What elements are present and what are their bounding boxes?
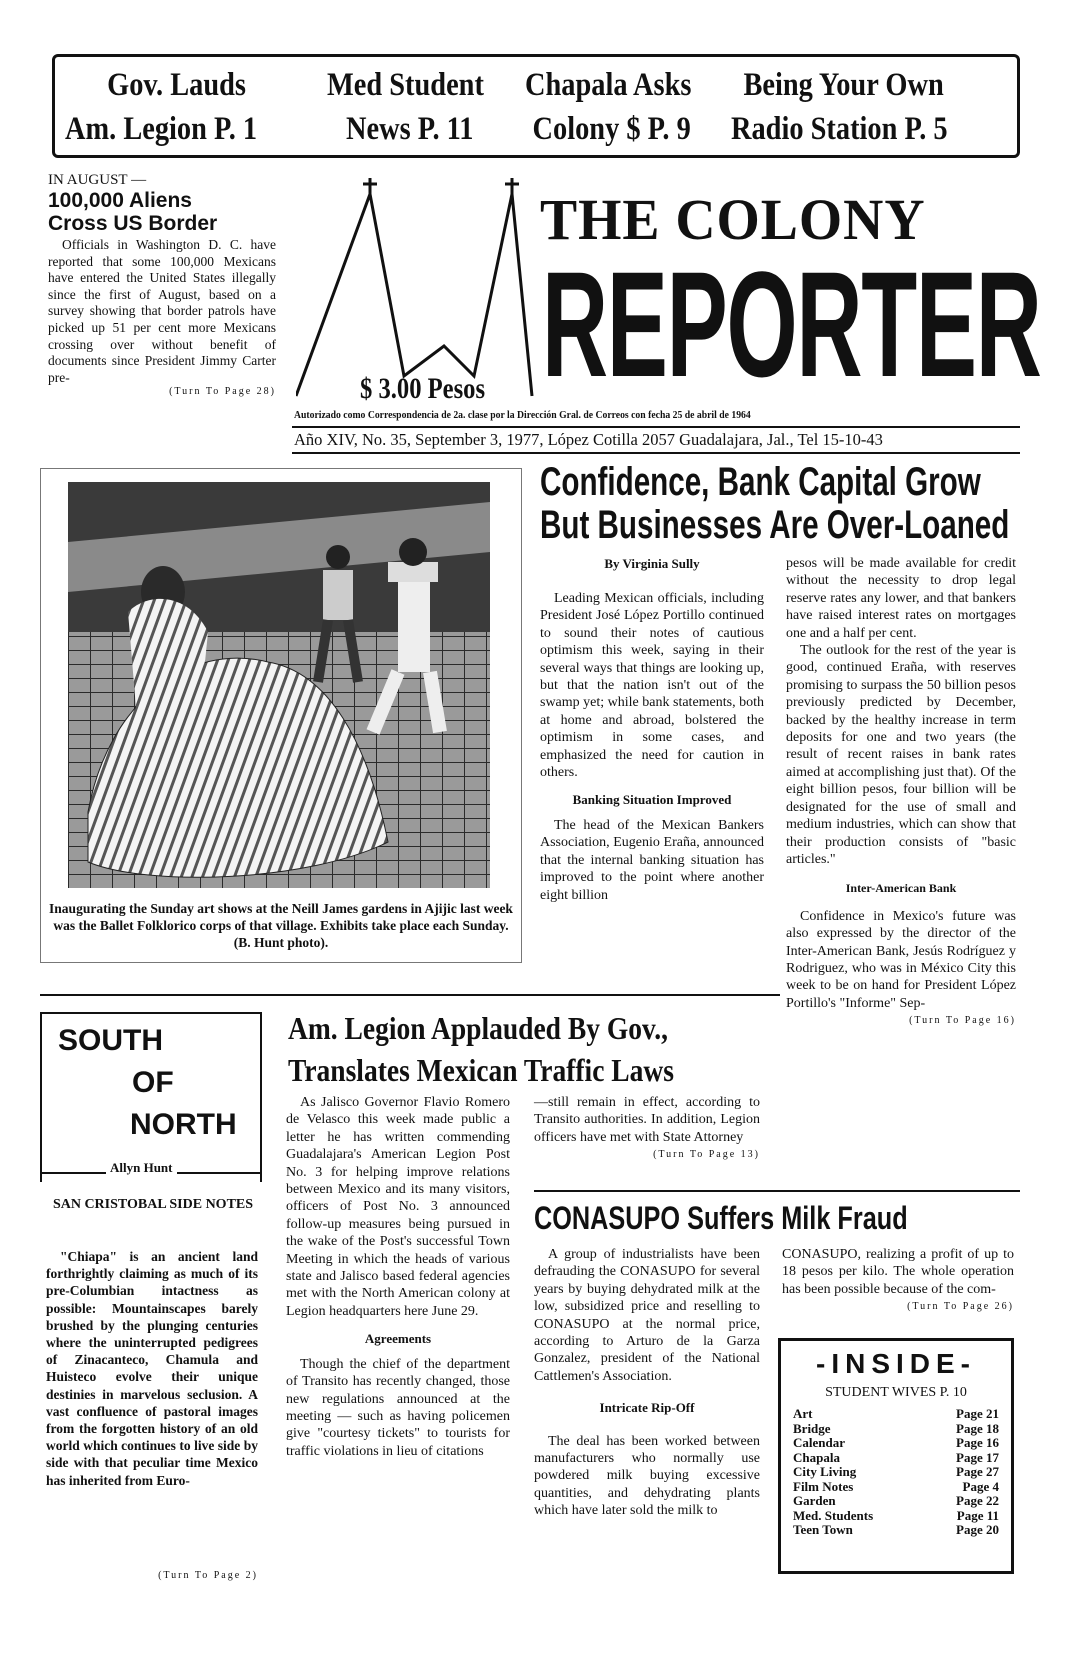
- inside-item[interactable]: [793, 1465, 999, 1480]
- inside-item-name: Art: [793, 1406, 813, 1421]
- inside-item[interactable]: [793, 1451, 999, 1466]
- milk-paragraph: CONASUPO, realizing a profit of up to 18 pesos per kilo. The whole operation has been possible because of the com-: [782, 1247, 1014, 1297]
- teaser-line1: Med Student: [327, 67, 484, 103]
- spire-icon: [296, 178, 532, 396]
- inside-item-page: Page 16: [956, 1435, 999, 1450]
- teaser-line2: Radio Station P. 5: [731, 111, 948, 147]
- bank-subhead: Inter-American Bank: [845, 881, 957, 896]
- legion-paragraph: Though the chief of the department of Transito has recently changed, those new regulations announced at the meeting — such as having policemen give "courtesy tickets" to tourists for traffic violations in lieu of citations: [286, 1356, 510, 1459]
- teaser-chapala[interactable]: [525, 63, 691, 151]
- aliens-kicker: IN AUGUST —: [48, 172, 147, 188]
- rule: [534, 1190, 1020, 1192]
- column-title-line2: OF: [132, 1066, 174, 1099]
- aliens-turn[interactable]: (Turn To Page 28): [169, 386, 276, 398]
- masthead-price: $ 3.00 Pesos: [360, 372, 486, 405]
- legion-paragraph: —still remain in effect, according to Transito authorities. In addition, Legion officers have met with State Attorney: [534, 1095, 760, 1145]
- photo-caption: [46, 900, 516, 951]
- column-author: Allyn Hunt: [106, 1160, 177, 1176]
- inside-item[interactable]: [793, 1436, 999, 1451]
- aliens-title-line2: Cross US Border: [48, 212, 218, 235]
- bank-headline-line2[interactable]: But Businesses Are Over-Loaned: [540, 503, 1010, 547]
- inside-item[interactable]: [793, 1407, 999, 1422]
- legion-headline-line1[interactable]: Am. Legion Applauded By Gov.,: [288, 1010, 669, 1046]
- inside-item-name: Teen Town: [793, 1522, 853, 1537]
- inside-item-name: City Living: [793, 1464, 857, 1479]
- column-subhead: SAN CRISTOBAL SIDE NOTES: [52, 1197, 254, 1212]
- teaser-box: [52, 54, 1020, 158]
- bank-column-2: [786, 555, 1016, 1030]
- legion-headline-line2[interactable]: Translates Mexican Traffic Laws: [288, 1052, 674, 1088]
- teaser-line2: News P. 11: [346, 111, 474, 147]
- inside-item-page: Page 17: [956, 1449, 999, 1465]
- inside-item-page: Page 11: [956, 1507, 999, 1523]
- teaser-line1: Chapala Asks: [525, 67, 692, 103]
- bank-paragraph: The outlook for the rest of the year is good, continued Eraña, with reserves promising to surpass the 50 billion pesos previously predicted by December, backed by the healthy increase in term deposits for one and two years (the result of recent raises in bank rates aimed at accomplishing just that). Of the eight billion pesos, four billion will be designated for the use of small and medium industries, which can show that their production consists of "basic articles.": [786, 643, 1016, 867]
- teaser-radio[interactable]: [731, 63, 948, 151]
- legion-paragraph: As Jalisco Governor Flavio Romero de Velasco this week made public a letter he has written commending Guadalajara's American Legion Post No. 3 for helping improve relations between Mexico and its many visitors, officers of Post No. 3 announced follow-up measures being pursued in the wake of the Post's successful Town Meeting in which the heads of various state and Jalisco based federal agencies met with the North American colony at Legion headquarters here June 29.: [286, 1095, 510, 1319]
- milk-column-1: [534, 1246, 760, 1520]
- inside-item-page: Page 22: [956, 1493, 999, 1508]
- milk-subhead: Intricate Rip-Off: [599, 1400, 695, 1416]
- masthead-dateline: Año XIV, No. 35, September 3, 1977, López Cotilla 2057 Guadalajara, Jal., Tel 15-10-43: [294, 430, 883, 449]
- milk-paragraph: A group of industrialists have been defrauding the CONASUPO for several years by buying dehydrated milk at the low, subsidized price and reselling to CONASUPO at the normal price, according to Arturo de la Garza Gonzalez, president of the National Cattlemen's Association.: [534, 1247, 760, 1384]
- inside-item-name: Film Notes: [793, 1478, 854, 1494]
- legion-turn[interactable]: (Turn To Page 13): [653, 1149, 760, 1161]
- column-title-line3: NORTH: [130, 1108, 237, 1141]
- bank-paragraph: The head of the Mexican Bankers Association, Eugenio Eraña, announced that the internal banking situation has improved to the point where another eight billion: [540, 817, 764, 903]
- masthead-title-line2: REPORTER: [542, 240, 1041, 408]
- teaser-line1: Gov. Lauds: [107, 67, 246, 103]
- inside-item[interactable]: [793, 1480, 999, 1495]
- milk-turn[interactable]: (Turn To Page 26): [907, 1301, 1014, 1313]
- ballet-folklorico-photo: [68, 482, 490, 888]
- bank-paragraph: pesos will be made available for credit without the necessity to drop legal reserve rates any lower, and that bankers have raised interest rates on mortgages one and a half per cent.: [786, 556, 1016, 641]
- photo-credit: (B. Hunt photo).: [233, 935, 329, 950]
- milk-headline[interactable]: CONASUPO Suffers Milk Fraud: [534, 1200, 908, 1236]
- inside-item-page: Page 27: [956, 1464, 999, 1479]
- bank-byline: By Virginia Sully: [604, 556, 700, 571]
- inside-item-page: Page 18: [956, 1420, 999, 1436]
- photo-caption-text: Inaugurating the Sunday art shows at the Neill James gardens in Ajijic last week was the Ballet Folklorico corps of that village. Exhibits take place each Sunday.: [49, 901, 513, 933]
- inside-item[interactable]: [793, 1422, 999, 1437]
- inside-item[interactable]: [793, 1509, 999, 1524]
- inside-item-name: Chapala: [793, 1449, 840, 1465]
- masthead-title-line1: THE COLONY: [540, 187, 926, 252]
- rule: [292, 426, 1020, 428]
- aliens-story: [48, 172, 280, 397]
- column-body: "Chiapa" is an ancient land forthrightly claiming as much of its pre-Columbian intactness as possible: Mountainscapes barely brushed by the plunging centuries where the uninterrupted pedigrees of Zinacanteco, Chamula and Huisteco evolve their unique destinies in marvelous seclusion. A vast confluence of pastoral images from the forgotten history of an old world which continues to live side by side with that peculiar time Mexico has inherited from Euro-: [46, 1249, 258, 1488]
- aliens-title-line1: 100,000 Aliens: [48, 189, 192, 212]
- inside-box: [778, 1338, 1014, 1574]
- teaser-governor[interactable]: [65, 63, 257, 151]
- teaser-line1: Being Your Own: [743, 67, 944, 103]
- inside-item-page: Page 4: [962, 1478, 999, 1494]
- teaser-line2: Colony $ P. 9: [532, 111, 691, 147]
- masthead-authorization: Autorizado como Correspondencia de 2a. clase por la Dirección Gral. de Correos con fecha 25 de abril de 1964: [294, 410, 751, 421]
- bank-subhead: Banking Situation Improved: [572, 792, 732, 808]
- bank-headline-line1[interactable]: Confidence, Bank Capital Grow: [540, 460, 981, 504]
- inside-item-name: Garden: [793, 1493, 836, 1508]
- bank-column-1: [540, 590, 764, 904]
- inside-item-name: Bridge: [793, 1420, 831, 1436]
- bank-paragraph: Leading Mexican officials, including President José López Portillo continued to sound their notes of cautious optimism this week, saying in their several ways that things are looking up, but that the nation isn't out of the swamp yet; while bank statements, both at home and abroad, bolstered the optimism in some cases, and emphasized the need for caution in others.: [540, 591, 764, 781]
- inside-item-page: Page 21: [956, 1406, 999, 1421]
- legion-column-2: [534, 1094, 760, 1164]
- column-title-line1: SOUTH: [58, 1024, 163, 1057]
- legion-column-1: [286, 1094, 510, 1460]
- aliens-body: Officials in Washington D. C. have reported that some 100,000 Mexicans have entered the United States illegally since the first of August, based on a survey showing that border patrols have picked up 51 per cent more Mexicans crossing over without benefit of documents since President Jimmy Carter pre-: [48, 237, 276, 385]
- rule: [40, 994, 780, 996]
- milk-paragraph: The deal has been worked between manufacturers who normally use powdered milk buying excessive quantities, and dehydrating plants which have later sold the milk to: [534, 1433, 760, 1519]
- teaser-med-student[interactable]: [327, 63, 484, 151]
- inside-item-name: Calendar: [793, 1435, 845, 1450]
- inside-title: -INSIDE-: [816, 1348, 976, 1379]
- inside-item[interactable]: [793, 1523, 999, 1538]
- teaser-line2: Am. Legion P. 1: [65, 111, 258, 147]
- rule: [292, 452, 1020, 454]
- milk-column-2: [782, 1246, 1014, 1316]
- inside-feature[interactable]: STUDENT WIVES P. 10: [825, 1385, 967, 1400]
- inside-item[interactable]: [793, 1494, 999, 1509]
- bank-paragraph: Confidence in Mexico's future was also expressed by the director of the Inter-American Bank, Jesús Rodríguez y Rodriguez, who was in México City this week to be on hand for President López Portillo's "Informe" Sep-: [786, 908, 1016, 1011]
- inside-item-name: Med. Students: [793, 1507, 874, 1523]
- inside-item-page: Page 20: [956, 1522, 999, 1537]
- bank-turn[interactable]: (Turn To Page 16): [909, 1015, 1016, 1027]
- column-turn[interactable]: (Turn To Page 2): [158, 1570, 258, 1581]
- legion-subhead: Agreements: [364, 1331, 432, 1347]
